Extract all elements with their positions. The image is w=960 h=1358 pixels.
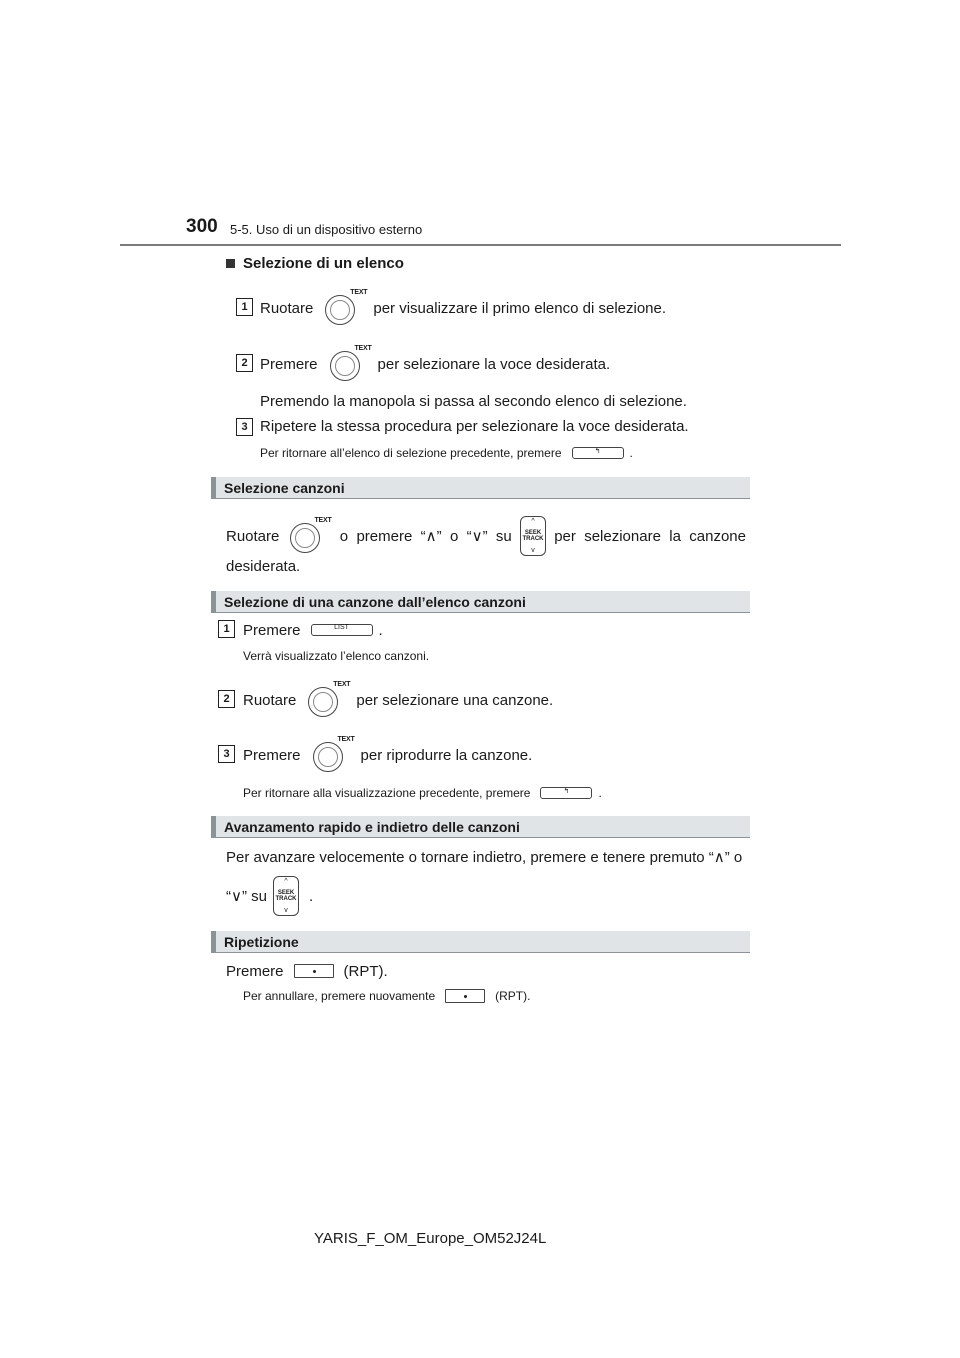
- step-text: Premere: [243, 746, 301, 764]
- step-badge: 2: [218, 690, 235, 708]
- step-line: [260, 288, 666, 328]
- step-text: Premere: [260, 355, 318, 373]
- text-knob-icon: TEXT: [306, 681, 350, 719]
- step-text: .: [378, 621, 383, 639]
- step-note: [243, 987, 530, 1005]
- step-text: per selezionare una canzone.: [356, 691, 554, 709]
- page-number: 300: [186, 216, 218, 237]
- subsection-title: [226, 255, 404, 272]
- body-text: per selezionare la canzone: [554, 527, 746, 545]
- step-note: [260, 444, 633, 462]
- step-text: Premere: [243, 621, 301, 639]
- back-button-icon: ↰: [572, 447, 624, 459]
- step-line: [243, 680, 553, 720]
- document-code: YARIS_F_OM_Europe_OM52J24L: [314, 1230, 547, 1247]
- body-text: desiderata.: [226, 558, 301, 575]
- body-text: Ruotare: [226, 527, 280, 545]
- text-knob-icon: TEXT: [311, 736, 355, 774]
- square-bullet-icon: [226, 259, 235, 268]
- step-badge: 3: [236, 418, 253, 436]
- body-text: Per avanzare velocemente o tornare indietro, premere e tenere premuto “∧” o: [226, 849, 743, 866]
- note-text: Per ritornare all’elenco di selezione precedente, premere: [260, 446, 562, 460]
- note-text: .: [629, 446, 633, 460]
- step-badge: 3: [218, 745, 235, 763]
- text-knob-icon: TEXT: [328, 345, 372, 383]
- list-button-icon: LIST: [311, 624, 373, 636]
- step-text: per riprodurre la canzone.: [360, 746, 533, 764]
- step-note: Verrà visualizzato l’elenco canzoni.: [243, 649, 430, 663]
- note-text: Per ritornare alla visualizzazione precedente, premere: [243, 786, 531, 800]
- section-header: Ripetizione: [211, 931, 750, 953]
- step-text: Ruotare: [260, 299, 314, 317]
- subsection-title-text: Selezione di un elenco: [243, 255, 404, 272]
- section-header: Selezione di una canzone dall’elenco canzoni: [211, 591, 750, 613]
- header-divider: [120, 244, 841, 246]
- body-text: “∨” su: [226, 888, 267, 905]
- step-note: [243, 784, 602, 802]
- rpt-button-icon: [294, 964, 334, 978]
- step-text: per visualizzare il primo elenco di selezione.: [373, 299, 667, 317]
- body-line: [226, 961, 388, 981]
- step-badge: 2: [236, 354, 253, 372]
- seek-track-icon: ^ SEEK TRACK v: [520, 516, 546, 556]
- step-text: per selezionare la voce desiderata.: [377, 355, 611, 373]
- section-reference: 5-5. Uso di un dispositivo esterno: [230, 222, 423, 237]
- note-text: Per annullare, premere nuovamente: [243, 989, 436, 1003]
- body-text: o premere “∧” o “∨” su: [339, 528, 512, 545]
- note-text: (RPT).: [495, 989, 531, 1003]
- seek-track-icon: ^ SEEK TRACK v: [273, 876, 299, 916]
- rpt-button-icon: [445, 989, 485, 1003]
- body-line: [226, 514, 746, 558]
- body-text: .: [308, 887, 314, 905]
- text-knob-icon: TEXT: [323, 289, 367, 327]
- step-line: [243, 620, 383, 640]
- section-header: Selezione canzoni: [211, 477, 750, 499]
- note-text: .: [598, 786, 602, 800]
- step-line: [260, 344, 610, 384]
- body-text: (RPT).: [343, 962, 388, 980]
- step-badge: 1: [236, 298, 253, 316]
- step-text: Ripetere la stessa procedura per selezionare la voce desiderata.: [260, 418, 689, 435]
- step-text: Ruotare: [243, 691, 297, 709]
- section-header: Avanzamento rapido e indietro delle canzoni: [211, 816, 750, 838]
- body-text: Premere: [226, 962, 284, 980]
- body-line: [226, 874, 313, 918]
- text-knob-icon: TEXT: [288, 517, 332, 555]
- step-note: Premendo la manopola si passa al secondo elenco di selezione.: [260, 393, 687, 410]
- back-button-icon: ↰: [540, 787, 592, 799]
- step-badge: 1: [218, 620, 235, 638]
- step-line: [243, 735, 532, 775]
